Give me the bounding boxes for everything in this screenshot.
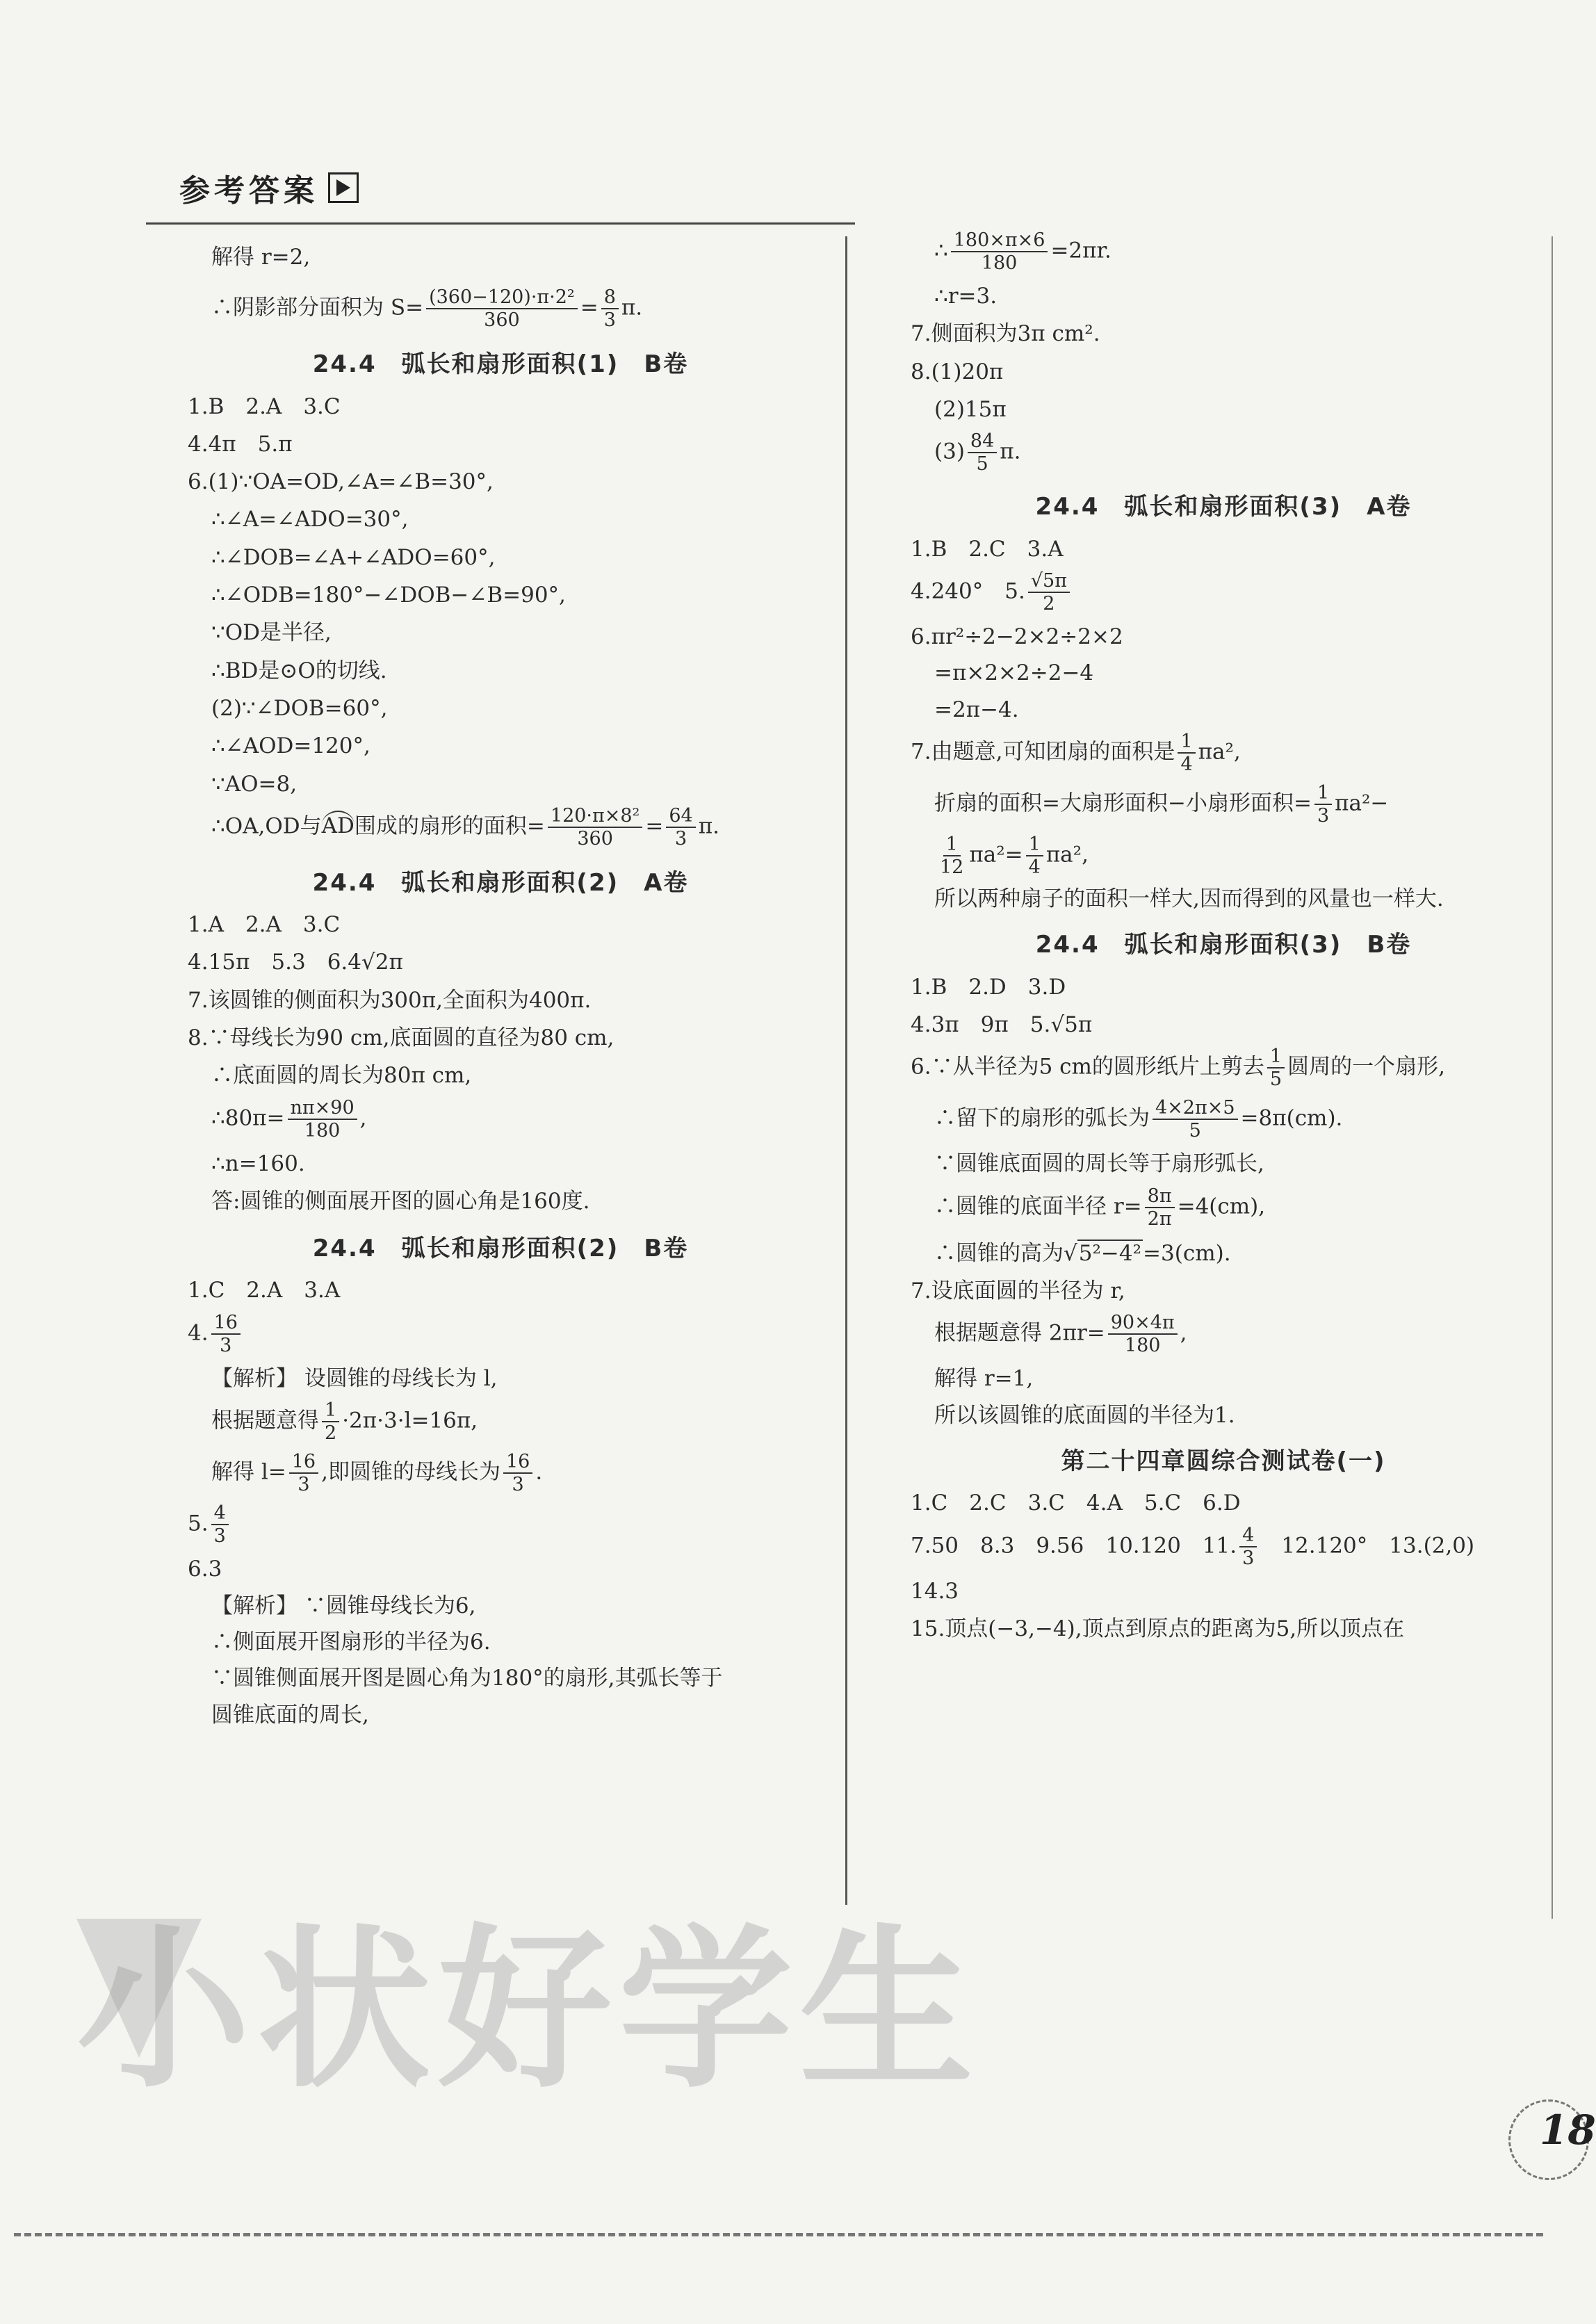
line: 4. $\frac{16}{3}$: [188, 1312, 813, 1356]
line: 【解析】 设圆锥的母线长为 l,: [211, 1365, 498, 1391]
line: =2π−4.: [934, 697, 1019, 722]
line: 答:圆锥的侧面展开图的圆心角是160度.: [211, 1189, 590, 1214]
line: ∵圆锥底面圆的周长等于扇形弧长,: [934, 1151, 1264, 1177]
line: 14.3: [911, 1578, 959, 1604]
line: ∵AO=8,: [211, 771, 298, 797]
left-column: [188, 229, 813, 1729]
line: ∴侧面展开图扇形的半径为6.: [211, 1630, 491, 1655]
header-title: 参考答案: [179, 173, 318, 209]
line: 5. $\frac{4}{3}$: [188, 1502, 813, 1547]
line: ∴r=3.: [934, 284, 997, 309]
line: ∴阴影部分面积为 S= $\frac{\text{(360−120)·π·2²}}{360}$ = $\frac{8}{3}$ π.: [211, 286, 643, 332]
line: 15.顶点(−3,−4),顶点到原点的距离为5,所以顶点在: [911, 1616, 1405, 1641]
section-title: 24.4 弧长和扇形面积(3) B卷: [1035, 931, 1412, 959]
line: ∵OD是半径,: [211, 620, 332, 646]
column-divider: [845, 236, 847, 1905]
line: 4.4π 5.π: [188, 431, 293, 457]
sqrt-symbol: 5²−4²: [1078, 1240, 1142, 1266]
line: 4.15π 5.3 6.4√2π: [188, 950, 403, 975]
fraction: $\frac{\text{(360−120)·π·2²}}{360}$: [426, 286, 578, 331]
line: ∴ $\frac{180\times\pi\times 6}{180}$ =2πr.: [934, 229, 1112, 275]
page-number: 18: [1540, 2106, 1596, 2154]
arc-symbol: AD: [322, 811, 355, 840]
watermark: 小状好学生: [76, 1909, 980, 2111]
right-edge-line: [1552, 236, 1553, 1919]
line: 解得 l= $\frac{16}{3}$ ,即圆锥的母线长为 $\frac{16}{3}$ .: [211, 1451, 543, 1496]
line: 7.侧面积为3π cm².: [911, 321, 1100, 347]
play-arrow-icon: [328, 172, 359, 203]
line: 折扇的面积=大扇形面积−小扇形面积= $\frac{1}{3}$ πa²−: [934, 781, 1389, 827]
line: (3) $\frac{84}{5}$ π.: [934, 430, 1021, 476]
line: 解得 r=1,: [934, 1366, 1034, 1392]
line: 4.3π 9π 5.√5π: [911, 1011, 1093, 1037]
line: 1.C 2.A 3.A: [188, 1278, 341, 1303]
line: 1.B 2.D 3.D: [911, 974, 1066, 1000]
bottom-rule: [14, 2233, 1543, 2236]
line: 所以两种扇子的面积一样大,因而得到的风量也一样大.: [934, 886, 1444, 912]
header-rule: [146, 222, 855, 225]
line: 1.A 2.A 3.C: [188, 912, 341, 938]
line: 7.由题意,可知团扇的面积是 $\frac{1}{4}$ πa²,: [911, 730, 1241, 775]
line: 6.(1)∵OA=OD,∠A=∠B=30°,: [188, 469, 494, 495]
line: 根据题意得 2πr= $\frac{90\times 4\pi}{180}$ ,: [934, 1312, 1187, 1357]
line: 8.∵母线长为90 cm,底面圆的直径为80 cm,: [188, 1025, 614, 1051]
line: ∴OA,OD与AD围成的扇形的面积= $\frac{\text{120·π×8²}}{360}$ = $\frac{64}{3}$ π.: [211, 804, 719, 850]
line: 根据题意得 $\frac{1}{2}$ ·2π·3·l=16π,: [211, 1399, 478, 1445]
line: ∴∠A=∠ADO=30°,: [211, 507, 409, 533]
line: 1.C 2.C 3.C 4.A 5.C 6.D: [911, 1490, 1241, 1516]
line: ∴∠DOB=∠A+∠ADO=60°,: [211, 544, 496, 570]
line: 1.B 2.C 3.A: [911, 536, 1064, 562]
line: $\frac{1}{12}$ πa²= $\frac{1}{4}$ πa²,: [940, 834, 1089, 879]
line: ∴圆锥的底面半径 r= $\frac{8\pi}{2\pi}$ =4(cm),: [934, 1185, 1266, 1230]
line: ∴80π= $\frac{n\pi\times 90}{180}$ ,: [211, 1096, 367, 1141]
section-title: 24.4 弧长和扇形面积(2) B卷: [312, 1235, 689, 1263]
line: 8.(1)20π: [911, 359, 1004, 384]
line: 7.50 8.3 9.56 10.120 11. $\frac{4}{3}$ 12.120° 13.(2,0): [911, 1524, 1475, 1569]
section-title: 24.4 弧长和扇形面积(2) A卷: [312, 868, 689, 897]
line: 【解析】 ∵圆锥母线长为6,: [211, 1593, 476, 1618]
line: 6.∵从半径为5 cm的圆形纸片上剪去 $\frac{1}{5}$ 圆周的一个扇形,: [911, 1046, 1445, 1091]
line: 7.该圆锥的侧面积为300π,全面积为400π.: [188, 987, 592, 1013]
line: 解得 r=2,: [211, 245, 311, 270]
line: (2)∵∠DOB=60°,: [211, 695, 388, 721]
line: ∴底面圆的周长为80π cm,: [211, 1063, 472, 1089]
line: ∵圆锥侧面展开图是圆心角为180°的扇形,其弧长等于: [211, 1666, 723, 1691]
section-title: 24.4 弧长和扇形面积(3) A卷: [1035, 493, 1412, 521]
line: 圆锥底面的周长,: [211, 1702, 369, 1728]
line: 7.设底面圆的半径为 r,: [911, 1278, 1125, 1304]
line: ∴∠AOD=120°,: [211, 733, 370, 759]
answer-header: [179, 165, 359, 210]
line: ∴BD是⊙O的切线.: [211, 658, 387, 683]
section-title: 第二十四章圆综合测试卷(一): [1061, 1447, 1386, 1476]
line: ∴∠ODB=180°−∠DOB−∠B=90°,: [211, 583, 566, 608]
line: ∴n=160.: [211, 1151, 305, 1176]
line: ∴圆锥的高为√5²−4²=3(cm).: [934, 1240, 1231, 1266]
line: (2)15π: [934, 396, 1007, 422]
right-column: [911, 229, 1536, 1643]
line: 所以该圆锥的底面圆的半径为1.: [934, 1402, 1235, 1428]
line: 6.πr²÷2−2×2÷2×2: [911, 624, 1123, 649]
line: =π×2×2÷2−4: [934, 660, 1094, 686]
line: 4.240° 5. $\frac{√5\pi}{2}$: [911, 570, 1536, 615]
line: 6.3: [188, 1557, 222, 1582]
line: ∴留下的扇形的弧长为 $\frac{4\times 2\pi\times 5}{5}$ =8π(cm).: [934, 1097, 1343, 1142]
section-title: 24.4 弧长和扇形面积(1) B卷: [312, 350, 689, 379]
line: 1.B 2.A 3.C: [188, 393, 341, 419]
